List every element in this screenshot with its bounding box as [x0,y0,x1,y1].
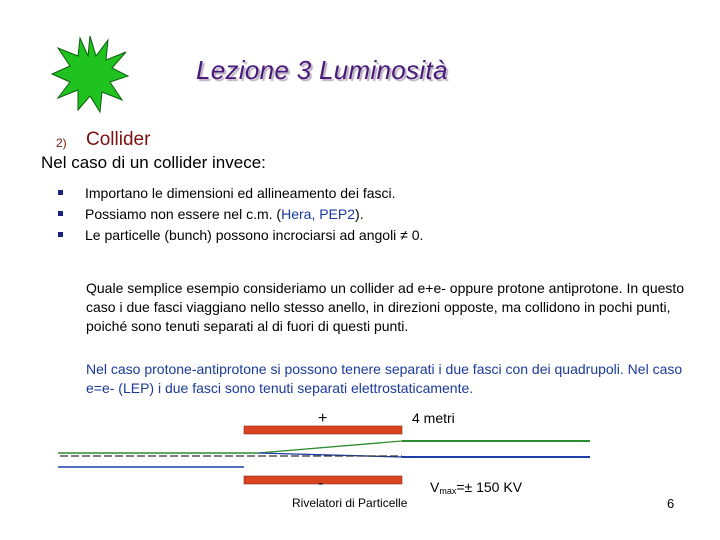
green-star-icon [50,34,130,114]
bullet-item: Importano le dimensioni ed allineamento dei fasci. [56,183,423,204]
length-label: 4 metri [412,410,455,426]
green-beam-converging [258,441,402,453]
intro-text: Nel caso di un collider invece: [41,153,266,172]
bullet-item: Le particelle (bunch) possono incrociarsi ad angoli ≠ 0. [56,225,423,246]
paragraph-highlighted: Nel caso protone-antiprotone si possono tenere separati i due fasci con dei quadrupoli. Nel caso e=e- (LEP) i due fasci sono tenuti separati elettrostaticamente. [86,361,683,396]
page-number: 6 [667,496,675,511]
beam-separation-diagram [0,400,720,540]
page-title: Lezione 3 Luminosità [196,55,448,85]
square-bullet-icon [58,190,63,195]
minus-label: - [318,475,324,492]
section-number: 2) [56,136,67,150]
footer-text: Rivelatori di Particelle [292,496,408,510]
highlighted-text: Hera, PEP2 [281,206,356,222]
vmax-label: $V_{max}=\pm 150$ KV [430,479,523,496]
square-bullet-icon [58,232,63,237]
bullet-list [56,183,423,246]
plus-label: + [318,410,328,427]
section-title: Collider [86,129,151,150]
square-bullet-icon [58,211,63,216]
paragraph: Quale semplice esempio consideriamo un collider ad e+e- oppure protone antiprotone. In questo caso i due fasci viaggiano nello stesso anello, in direzioni opposte, ma collidono in pochi punti, poiché sono tenuti separati al di fuori di questi punti. [86,280,685,334]
bullet-item: Possiamo non essere nel c.m. (Hera, PEP2). [56,204,423,225]
